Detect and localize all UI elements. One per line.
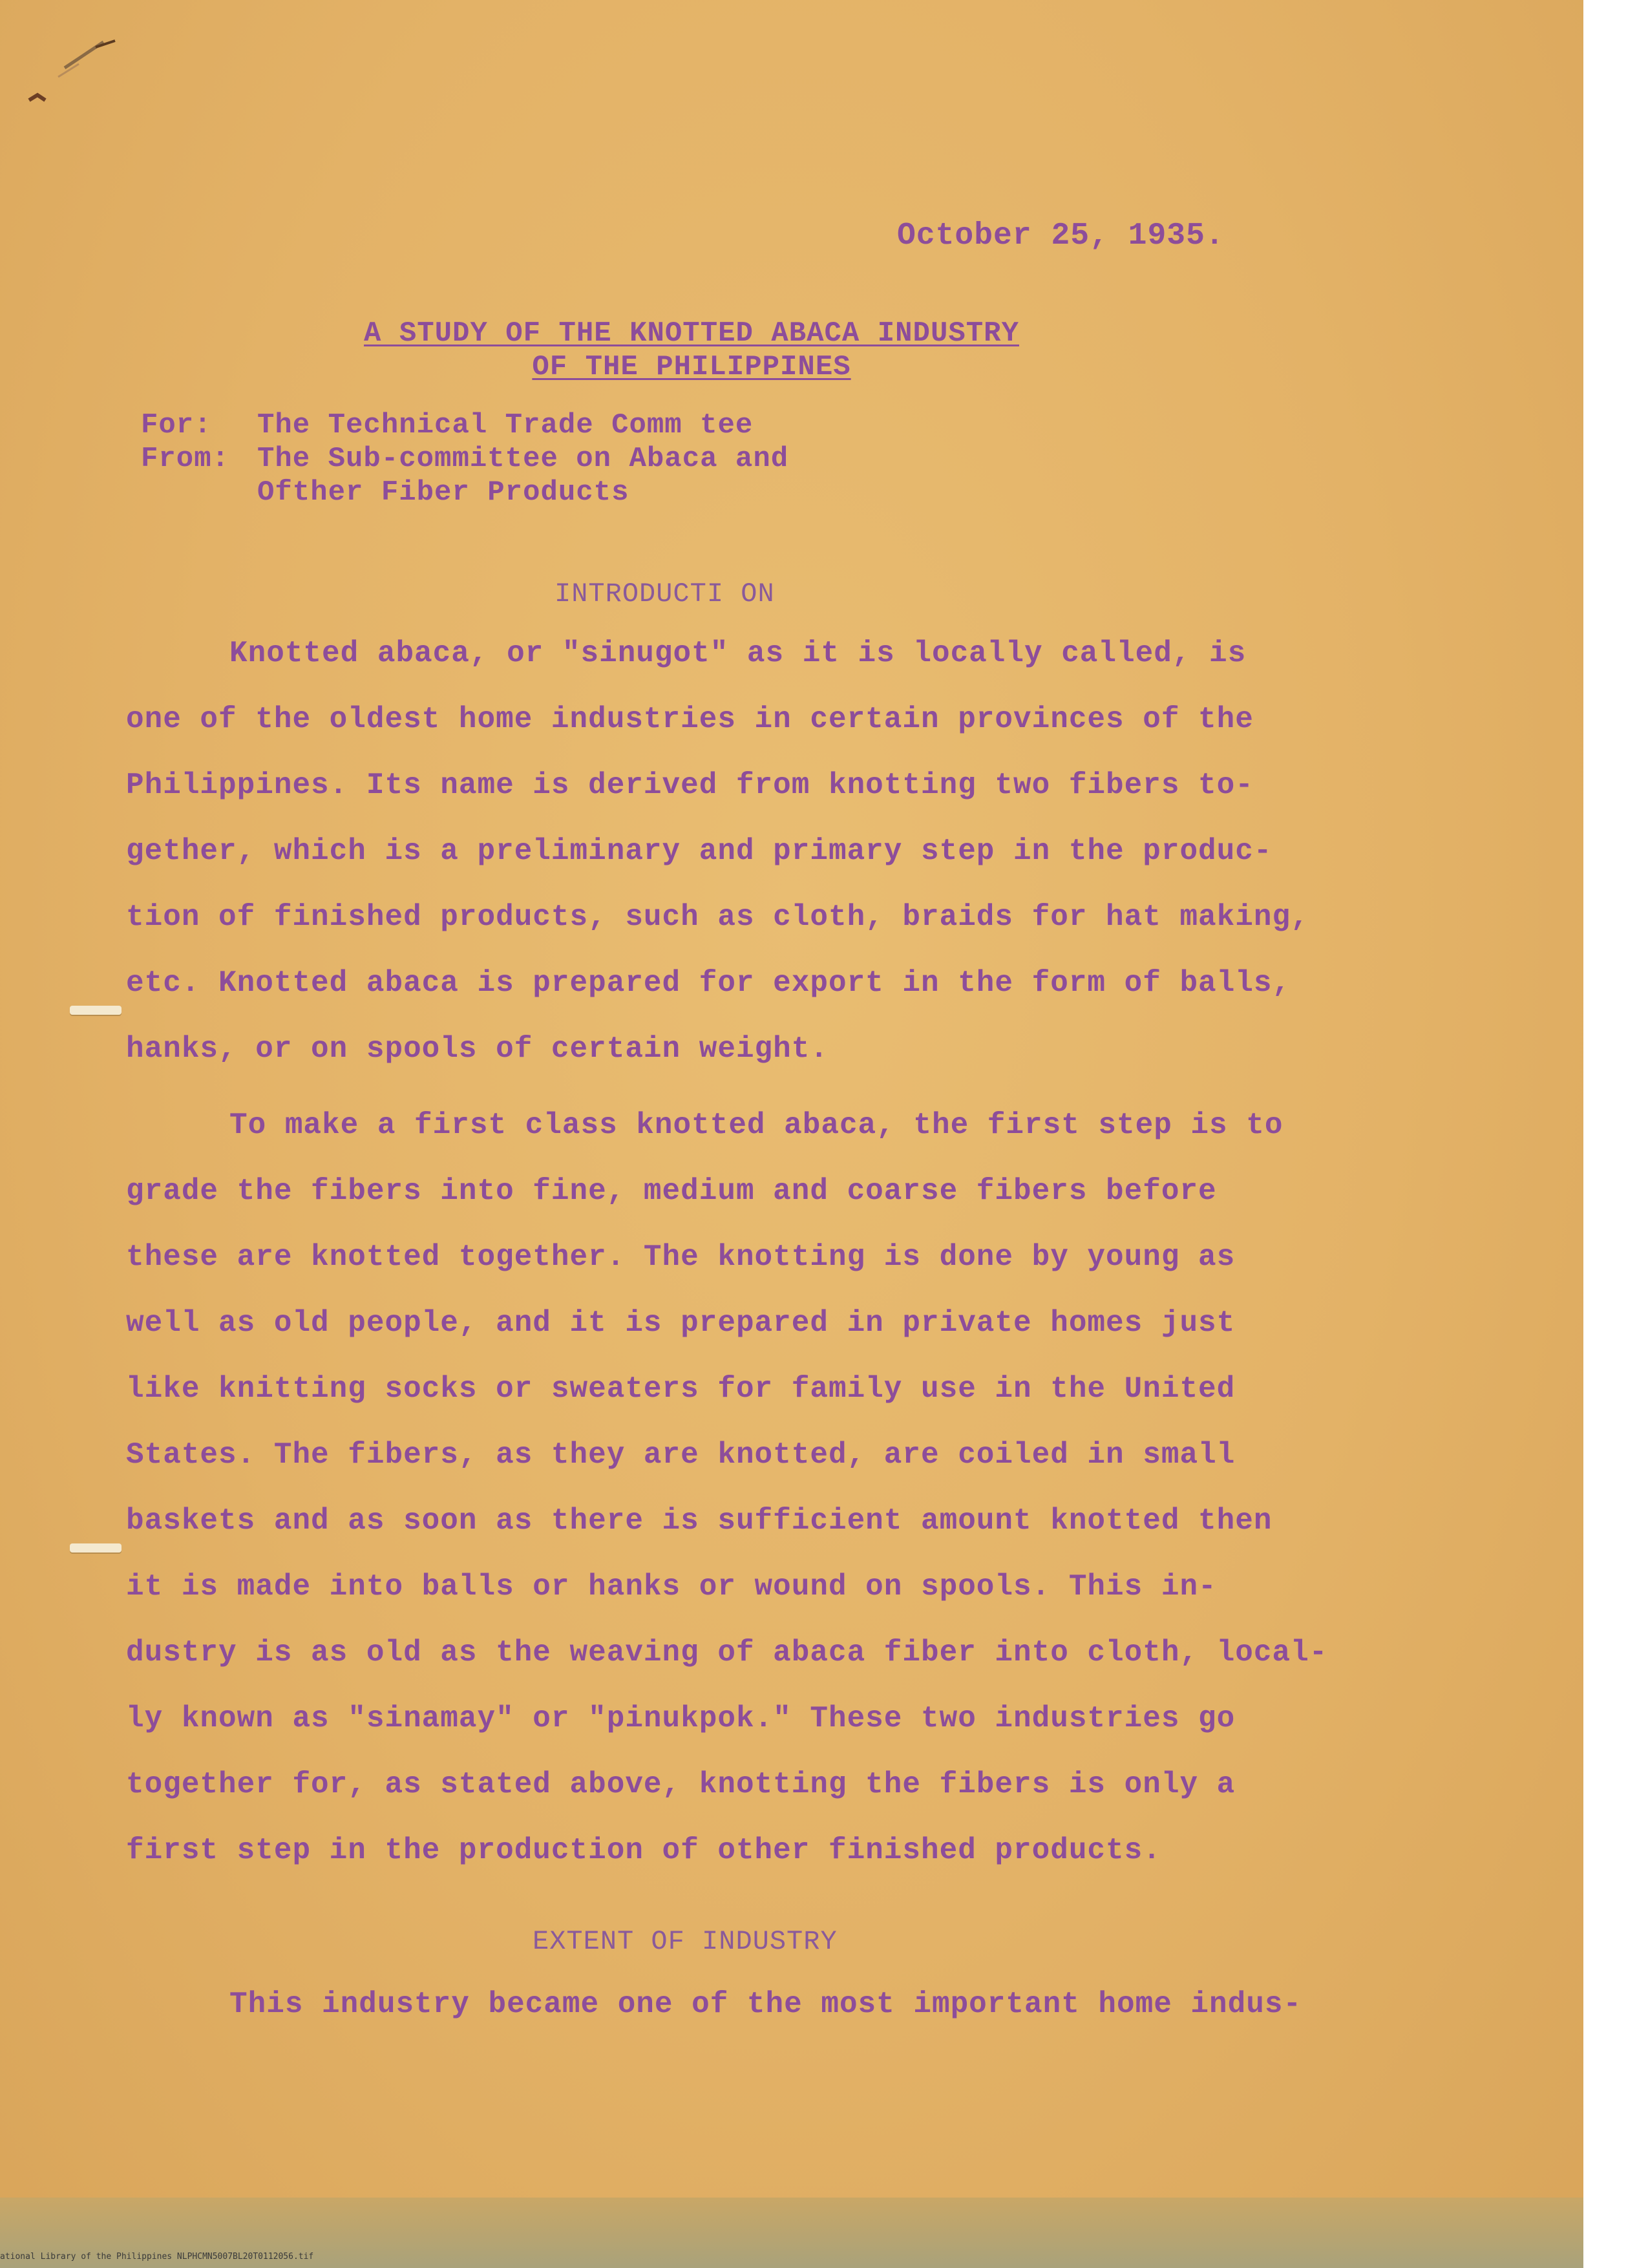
from-label: From: (141, 443, 230, 475)
text-line: Knotted abaca, or "sinugot" as it is locally called, is (229, 637, 1247, 670)
address-from-row (141, 442, 788, 476)
scan-margin (1583, 0, 1648, 2268)
introduction-paragraph-2 (126, 1092, 1419, 1883)
text-line: States. The fibers, as they are knotted, are coiled in small (126, 1438, 1236, 1472)
text-line: gether, which is a preliminary and primary step in the produc- (126, 834, 1273, 868)
text-line: baskets and as soon as there is sufficient amount knotted then (126, 1504, 1273, 1538)
address-for-row (141, 408, 788, 442)
introduction-heading: INTRODUCTI ON (555, 578, 775, 609)
staple-mark-icon (19, 36, 123, 107)
address-block (141, 408, 788, 509)
title-line: OF THE PHILIPPINES (532, 351, 851, 383)
text-line: like knitting socks or sweaters for family use in the United (126, 1372, 1236, 1406)
document-title (320, 317, 1063, 384)
extent-heading: EXTENT OF INDUSTRY (533, 1926, 838, 1957)
title-line: A STUDY OF THE KNOTTED ABACA INDUSTRY (364, 317, 1019, 350)
text-line: To make a first class knotted abaca, the first step is to (229, 1108, 1284, 1142)
binder-punch-mark (70, 1006, 121, 1015)
text-line: these are knotted together. The knotting is done by young as (126, 1240, 1236, 1274)
for-value: The Technical Trade Comm tee (257, 409, 754, 441)
text-line: tion of finished products, such as cloth, braids for hat making, (126, 900, 1309, 934)
text-line: dustry is as old as the weaving of abaca fiber into cloth, local- (126, 1636, 1328, 1669)
binder-punch-mark (70, 1543, 121, 1553)
text-line: one of the oldest home industries in certain provinces of the (126, 703, 1254, 736)
from-value-continued: Ofther Fiber Products (257, 476, 629, 509)
from-value: The Sub-committee on Abaca and (257, 443, 789, 475)
text-line: etc. Knotted abaca is prepared for export in the form of balls, (126, 966, 1291, 1000)
address-from-cont-row (141, 476, 788, 509)
text-line: well as old people, and it is prepared in private homes just (126, 1306, 1236, 1340)
text-line: it is made into balls or hanks or wound on spools. This in- (126, 1570, 1217, 1604)
archive-caption: ational Library of the Philippines NLPHCMN5007BL20T0112056.tif (0, 2252, 314, 2262)
for-label: For: (141, 409, 212, 441)
text-line: together for, as stated above, knotting the fibers is only a (126, 1768, 1236, 1801)
text-line: grade the fibers into fine, medium and coarse fibers before (126, 1174, 1217, 1208)
text-line: hanks, or on spools of certain weight. (126, 1032, 829, 1066)
text-line: This industry became one of the most important home indus- (229, 1987, 1302, 2021)
text-line: first step in the production of other finished products. (126, 1834, 1161, 1867)
extent-paragraph-1 (126, 1971, 1419, 2037)
text-line: ly known as "sinamay" or "pinukpok." These two industries go (126, 1702, 1236, 1735)
text-line: Philippines. Its name is derived from knotting two fibers to- (126, 768, 1254, 802)
document-date: October 25, 1935. (897, 218, 1225, 253)
introduction-paragraph-1 (126, 620, 1419, 1082)
